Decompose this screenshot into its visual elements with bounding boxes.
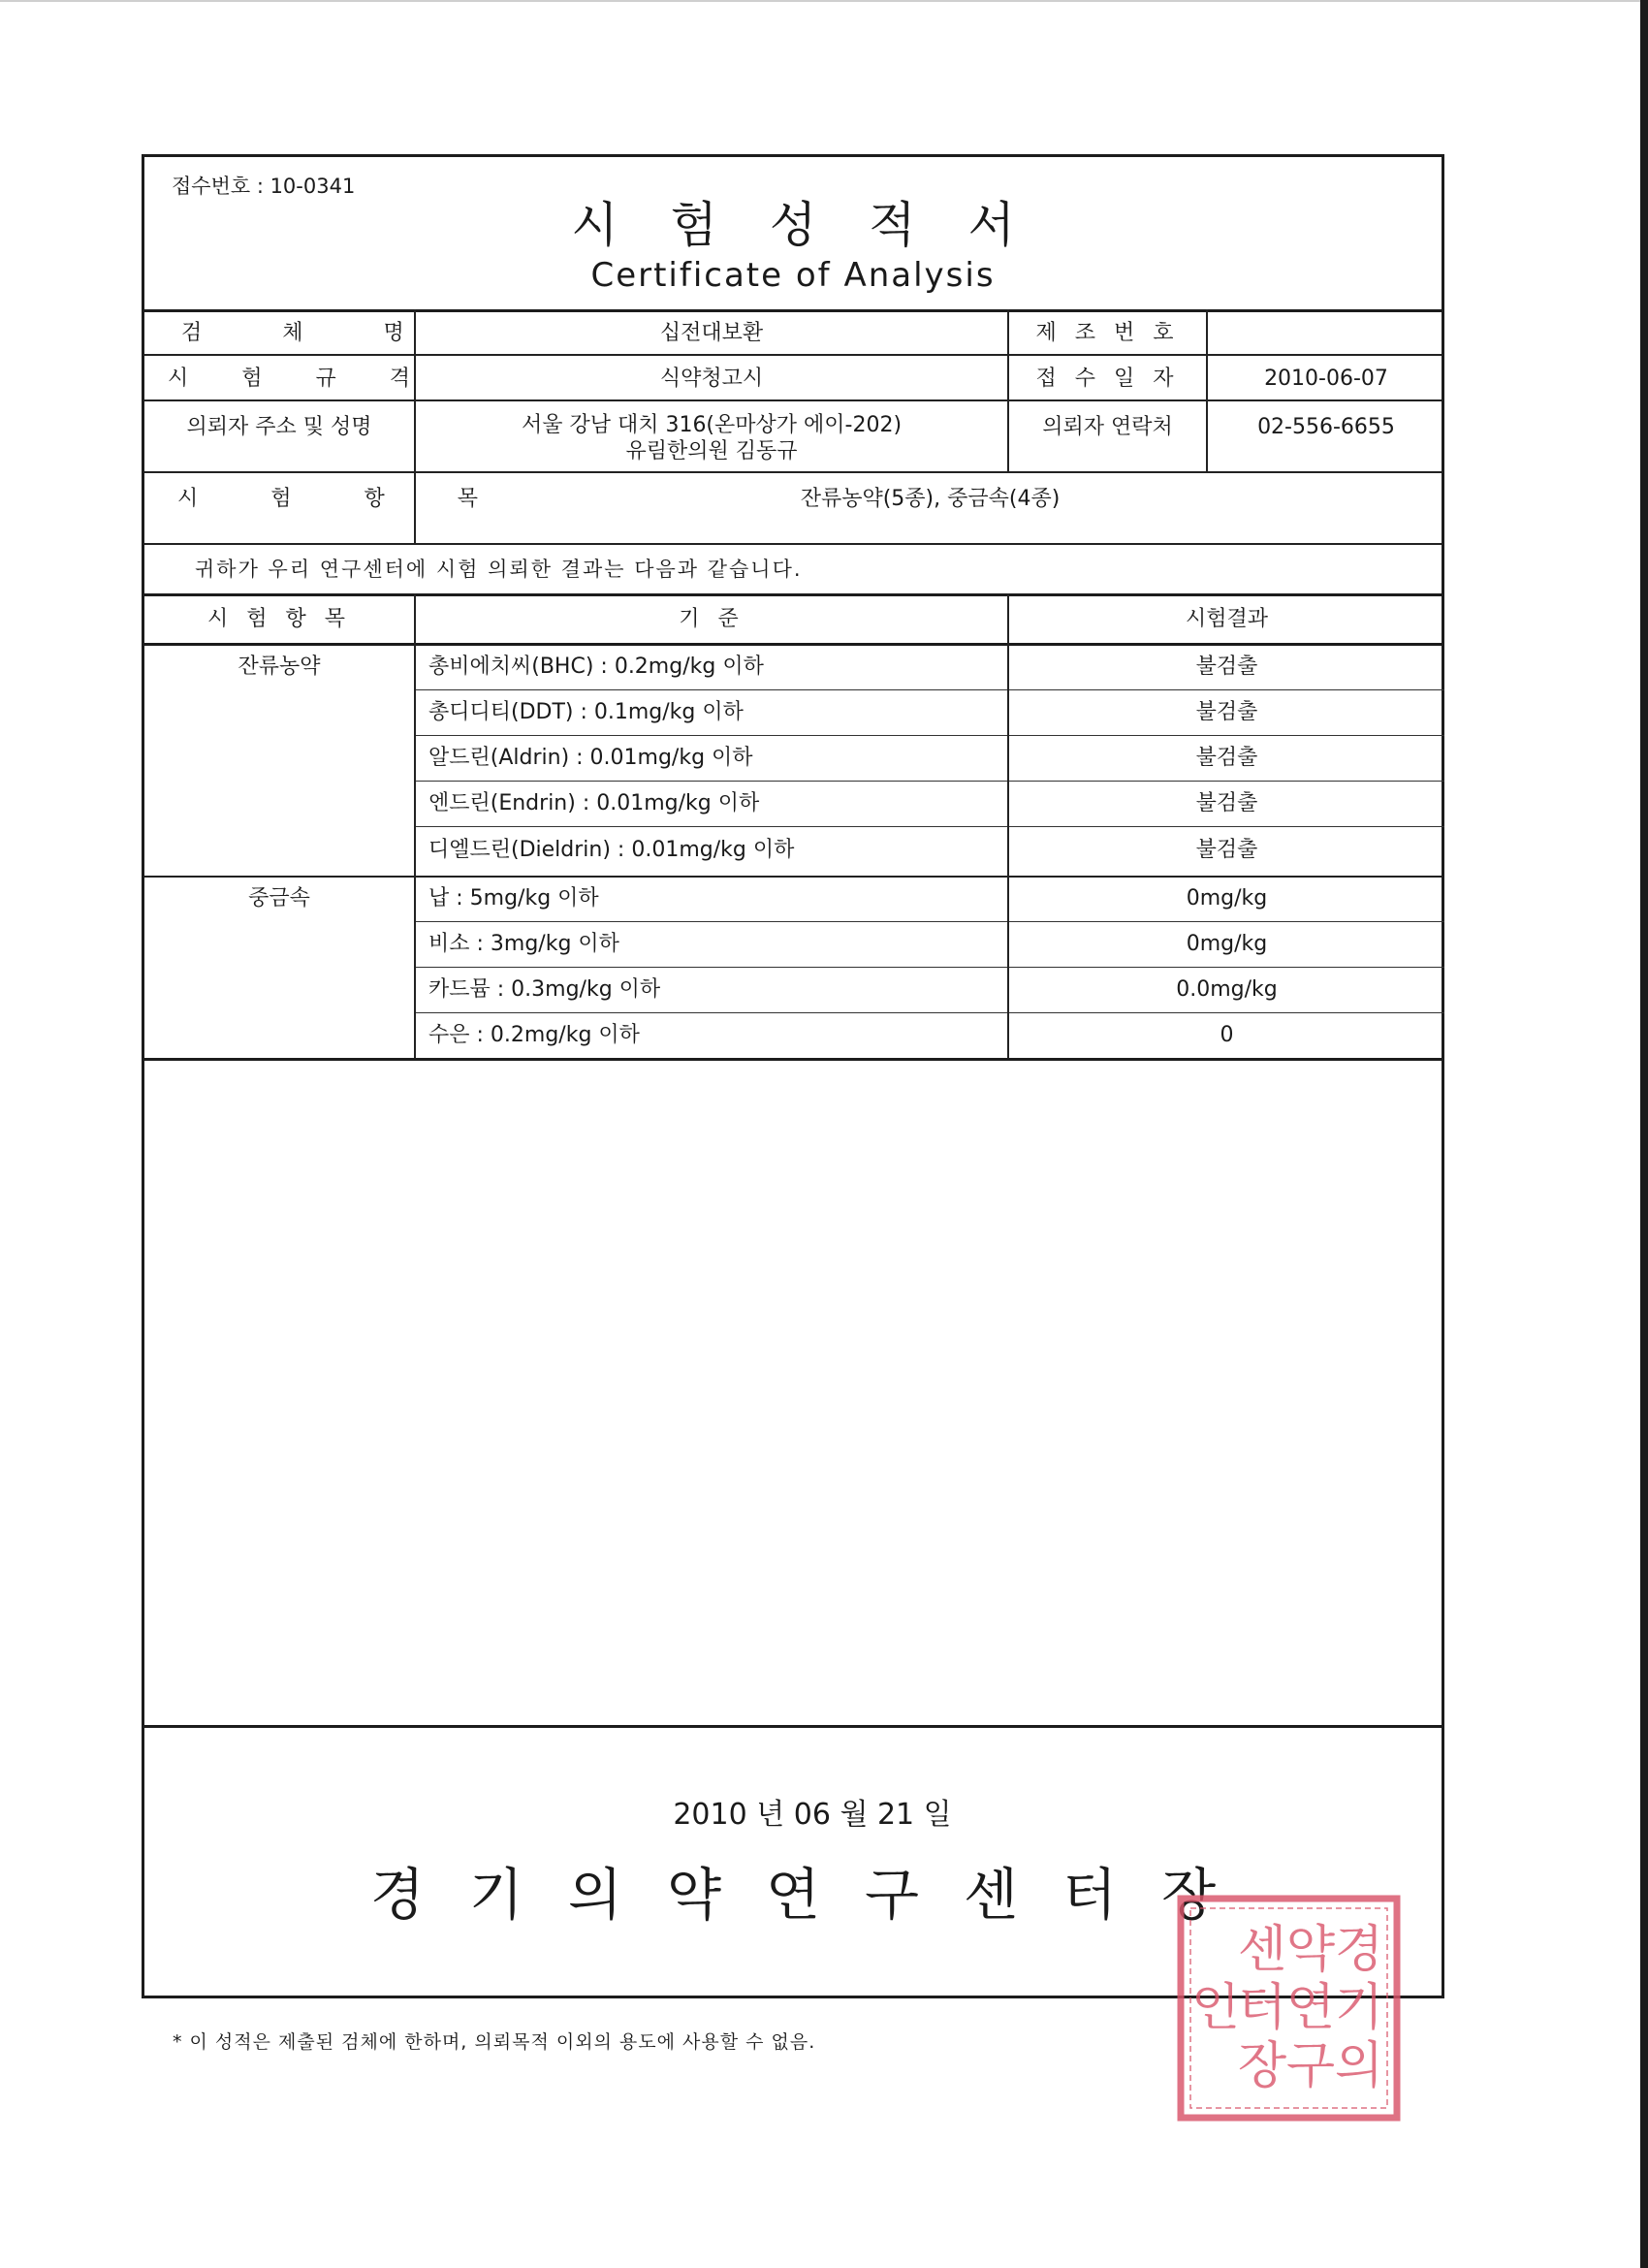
header-divider	[144, 309, 1442, 312]
sample-name-value: 십전대보환	[659, 321, 764, 345]
row-divider	[415, 921, 1444, 922]
result-cell: 불검출	[1195, 838, 1258, 862]
criteria-cell: 수은 : 0.2mg/kg 이하	[428, 1023, 640, 1047]
signer-title: 경기의약연구센터장	[369, 1862, 1261, 1928]
footer-divider	[144, 1725, 1442, 1728]
svg-text:구: 구	[1285, 2037, 1336, 2095]
svg-text:터: 터	[1237, 1979, 1287, 2037]
results-column-divider	[414, 593, 416, 1058]
received-date-value: 2010-06-07	[1264, 367, 1388, 391]
svg-text:센: 센	[1237, 1921, 1287, 1979]
svg-text:약: 약	[1285, 1921, 1336, 1979]
results-header-item: 시 험 항 목	[207, 607, 351, 631]
scan-edge-top	[0, 0, 1648, 2]
client-contact-label: 의뢰자 연락처	[1042, 415, 1173, 439]
row-divider	[415, 967, 1444, 968]
svg-text:기: 기	[1334, 1979, 1384, 2037]
test-spec-value: 식약청고시	[659, 367, 764, 391]
info-row-divider	[144, 399, 1442, 401]
group-name-heavy-metals: 중금속	[248, 886, 310, 910]
criteria-cell: 납 : 5mg/kg 이하	[428, 886, 599, 910]
table-bottom	[144, 1058, 1442, 1061]
criteria-cell: 엔드린(Endrin) : 0.01mg/kg 이하	[428, 791, 760, 815]
svg-text:장: 장	[1237, 2037, 1287, 2095]
official-seal	[1175, 1893, 1403, 2124]
notice-text: 귀하가 우리 연구센터에 시험 의뢰한 결과는 다음과 같습니다.	[195, 558, 803, 581]
sample-name-label: 검 체 명	[181, 321, 441, 345]
result-cell: 불검출	[1195, 655, 1258, 679]
result-cell: 0mg/kg	[1186, 932, 1268, 956]
row-divider	[415, 1012, 1444, 1013]
footnote: * 이 성적은 제출된 검체에 한하며, 의뢰목적 이외의 용도에 사용할 수 없음.	[173, 2031, 816, 2053]
results-header-result: 시험결과	[1185, 607, 1268, 631]
info-column-divider	[1206, 309, 1208, 471]
receipt-number: 접수번호 : 10-0341	[172, 175, 356, 198]
svg-text:경: 경	[1334, 1921, 1384, 1979]
svg-text:의: 의	[1334, 2037, 1384, 2095]
criteria-cell: 알드린(Aldrin) : 0.01mg/kg 이하	[428, 746, 753, 770]
scan-edge-right	[1640, 0, 1648, 2268]
test-spec-label: 시 험 규 격	[168, 367, 433, 391]
row-divider	[415, 735, 1444, 736]
result-cell: 불검출	[1195, 791, 1258, 815]
client-name: 유림한의원 김동규	[625, 439, 798, 463]
client-address: 서울 강남 대치 316(온마상가 에이-202)	[521, 413, 903, 437]
row-divider	[415, 781, 1444, 782]
received-date-label: 접 수 일 자	[1035, 367, 1180, 391]
result-cell: 0mg/kg	[1186, 886, 1268, 910]
info-row-divider	[144, 543, 1442, 545]
client-contact-value: 02-556-6655	[1257, 415, 1395, 439]
row-divider	[415, 689, 1444, 690]
results-header-divider	[144, 643, 1442, 646]
criteria-cell: 비소 : 3mg/kg 이하	[428, 932, 619, 956]
result-cell: 0	[1220, 1023, 1234, 1047]
svg-text:인: 인	[1190, 1979, 1241, 2037]
criteria-cell: 디엘드린(Dieldrin) : 0.01mg/kg 이하	[428, 838, 795, 862]
results-header-criteria: 기 준	[679, 607, 745, 631]
client-label: 의뢰자 주소 및 성명	[186, 415, 372, 439]
svg-text:연: 연	[1285, 1979, 1336, 2037]
result-cell: 불검출	[1195, 700, 1258, 724]
issue-date: 2010 년 06 월 21 일	[673, 1798, 952, 1832]
lot-number-label: 제 조 번 호	[1035, 321, 1180, 345]
criteria-cell: 총디디티(DDT) : 0.1mg/kg 이하	[428, 700, 744, 724]
criteria-cell: 카드뮴 : 0.3mg/kg 이하	[428, 977, 661, 1002]
criteria-cell: 총비에치씨(BHC) : 0.2mg/kg 이하	[428, 655, 764, 679]
group-name-pesticides: 잔류농약	[238, 655, 321, 679]
title-korean: 시험성적서	[571, 197, 1067, 253]
result-cell: 0.0mg/kg	[1176, 977, 1278, 1002]
test-items-label: 시 험 항 목	[177, 487, 511, 511]
title-english: Certificate of Analysis	[590, 256, 996, 295]
info-row-divider	[144, 471, 1442, 473]
test-items-value: 잔류농약(5종), 중금속(4종)	[800, 487, 1061, 511]
result-cell: 불검출	[1195, 746, 1258, 770]
notice-divider	[144, 593, 1442, 596]
info-row-divider	[144, 354, 1442, 356]
group-divider	[144, 876, 1442, 878]
row-divider	[415, 826, 1444, 827]
